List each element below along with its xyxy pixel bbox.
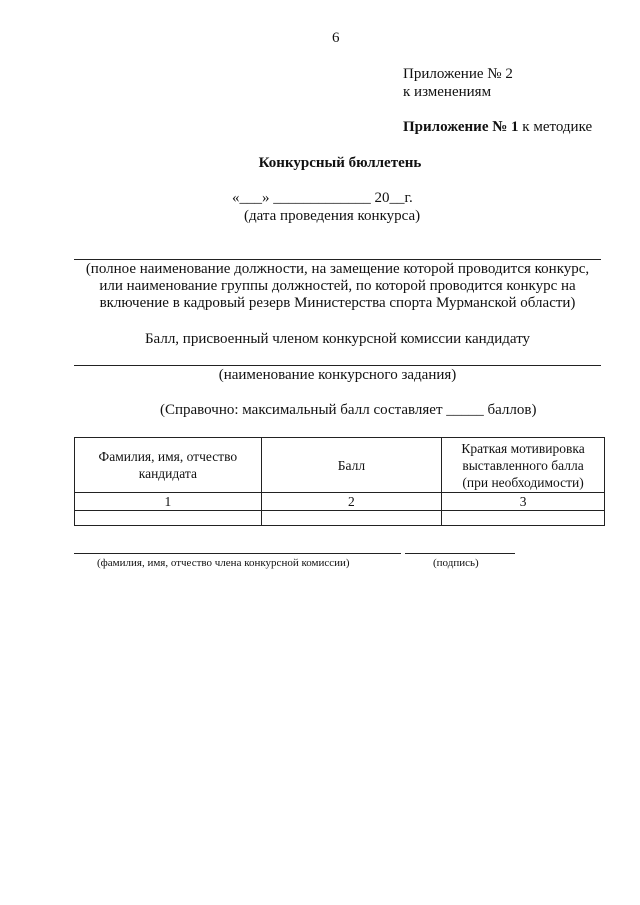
member-name-line <box>74 553 401 554</box>
table-cell <box>261 511 441 526</box>
reference-note: (Справочно: максимальный балл составляет _____ баллов) <box>160 402 537 418</box>
task-name-line <box>74 365 601 366</box>
table-number-row <box>75 493 605 511</box>
column-number-2: 2 <box>261 493 441 511</box>
header-candidate-name: Фамилия, имя, отчество кандидата <box>75 438 262 493</box>
table-cell <box>75 511 262 526</box>
document-title: Конкурсный бюллетень <box>258 155 422 171</box>
date-caption: (дата проведения конкурса) <box>244 208 421 224</box>
date-template: «___» _____________ 20__г. <box>232 190 413 206</box>
column-number-1: 1 <box>75 493 262 511</box>
position-caption-line-1: (полное наименование должности, на замещение которой проводится конкурс, <box>85 261 590 277</box>
table-header-row <box>75 438 605 493</box>
position-caption-line-3: включение в кадровый резерв Министерства спорта Мурманской области) <box>99 295 576 311</box>
column-number-3: 3 <box>442 493 605 511</box>
appendix-line-2: к изменениям <box>403 84 492 100</box>
position-caption-line-2: или наименование группы должностей, по которой проводится конкурс на <box>99 278 576 294</box>
appendix-line-3 <box>403 119 592 136</box>
member-name-caption: (фамилия, имя, отчество члена конкурсной комиссии) <box>97 557 350 569</box>
page-number: 6 <box>332 30 340 46</box>
header-score: Балл <box>261 438 441 493</box>
signature-caption: (подпись) <box>433 557 479 569</box>
appendix-line-3-bold: Приложение № 1 <box>403 119 519 135</box>
ballot-table <box>74 437 605 526</box>
position-name-line <box>74 259 601 260</box>
score-heading: Балл, присвоенный членом конкурсной комиссии кандидату <box>144 331 531 347</box>
signature-line <box>405 553 515 554</box>
task-caption: (наименование конкурсного задания) <box>218 367 457 383</box>
appendix-line-3-rest: к методике <box>518 119 593 135</box>
header-motivation: Краткая мотивировка выставленного балла (при необходимости) <box>442 438 605 493</box>
appendix-line-1: Приложение № 2 <box>403 66 513 82</box>
table-row <box>75 511 605 526</box>
table-cell <box>442 511 605 526</box>
